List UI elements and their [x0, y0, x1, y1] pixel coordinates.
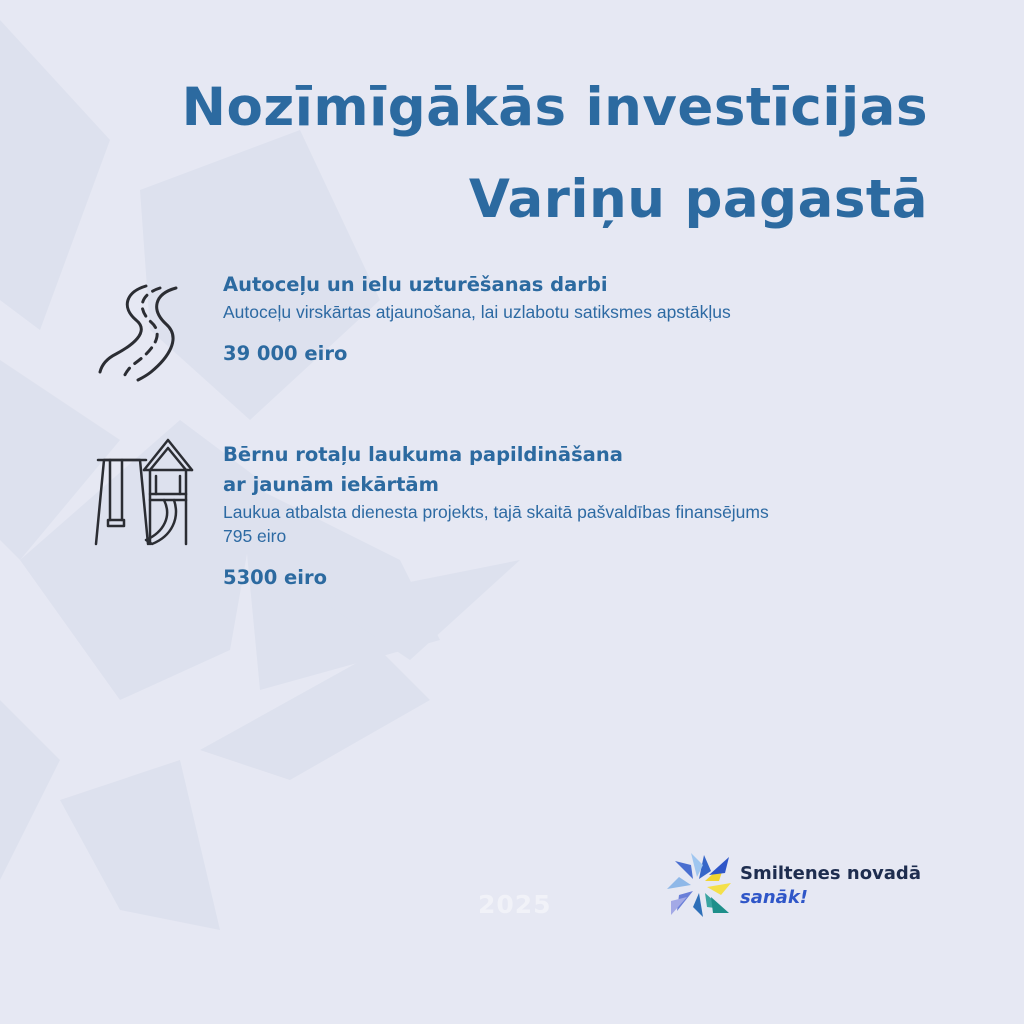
- page-title: [182, 62, 928, 246]
- item-description-line-2: 795 eiro: [223, 526, 287, 546]
- playground-icon: [94, 436, 198, 548]
- item-heading-line-2: ar jaunām iekārtām: [223, 473, 439, 496]
- logo: [662, 848, 962, 924]
- item-heading-line-1: Bērnu rotaļu laukuma papildināšana: [223, 443, 623, 466]
- investment-item-roads: [223, 270, 923, 368]
- title-line-1: Nozīmīgākās investīcijas: [181, 77, 928, 138]
- item-amount: 39 000 eiro: [223, 342, 348, 365]
- item-description-line-1: Laukua atbalsta dienesta projekts, tajā skaitā pašvaldības finansējums: [223, 502, 769, 522]
- logo-text-line-2: sanāk!: [740, 887, 809, 908]
- item-heading: Autoceļu un ielu uzturēšanas darbi: [223, 273, 608, 296]
- investment-item-playground: [223, 440, 923, 592]
- flower-logo-icon: [662, 848, 736, 922]
- road-icon: [96, 282, 192, 382]
- item-amount: 5300 eiro: [223, 566, 327, 589]
- year-label: 2025: [478, 890, 552, 919]
- title-line-2: Variņu pagastā: [468, 169, 928, 230]
- item-description: Autoceļu virskārtas atjaunošana, lai uzlabotu satiksmes apstākļus: [223, 302, 731, 322]
- logo-text-line-1: Smiltenes novadā: [740, 863, 921, 884]
